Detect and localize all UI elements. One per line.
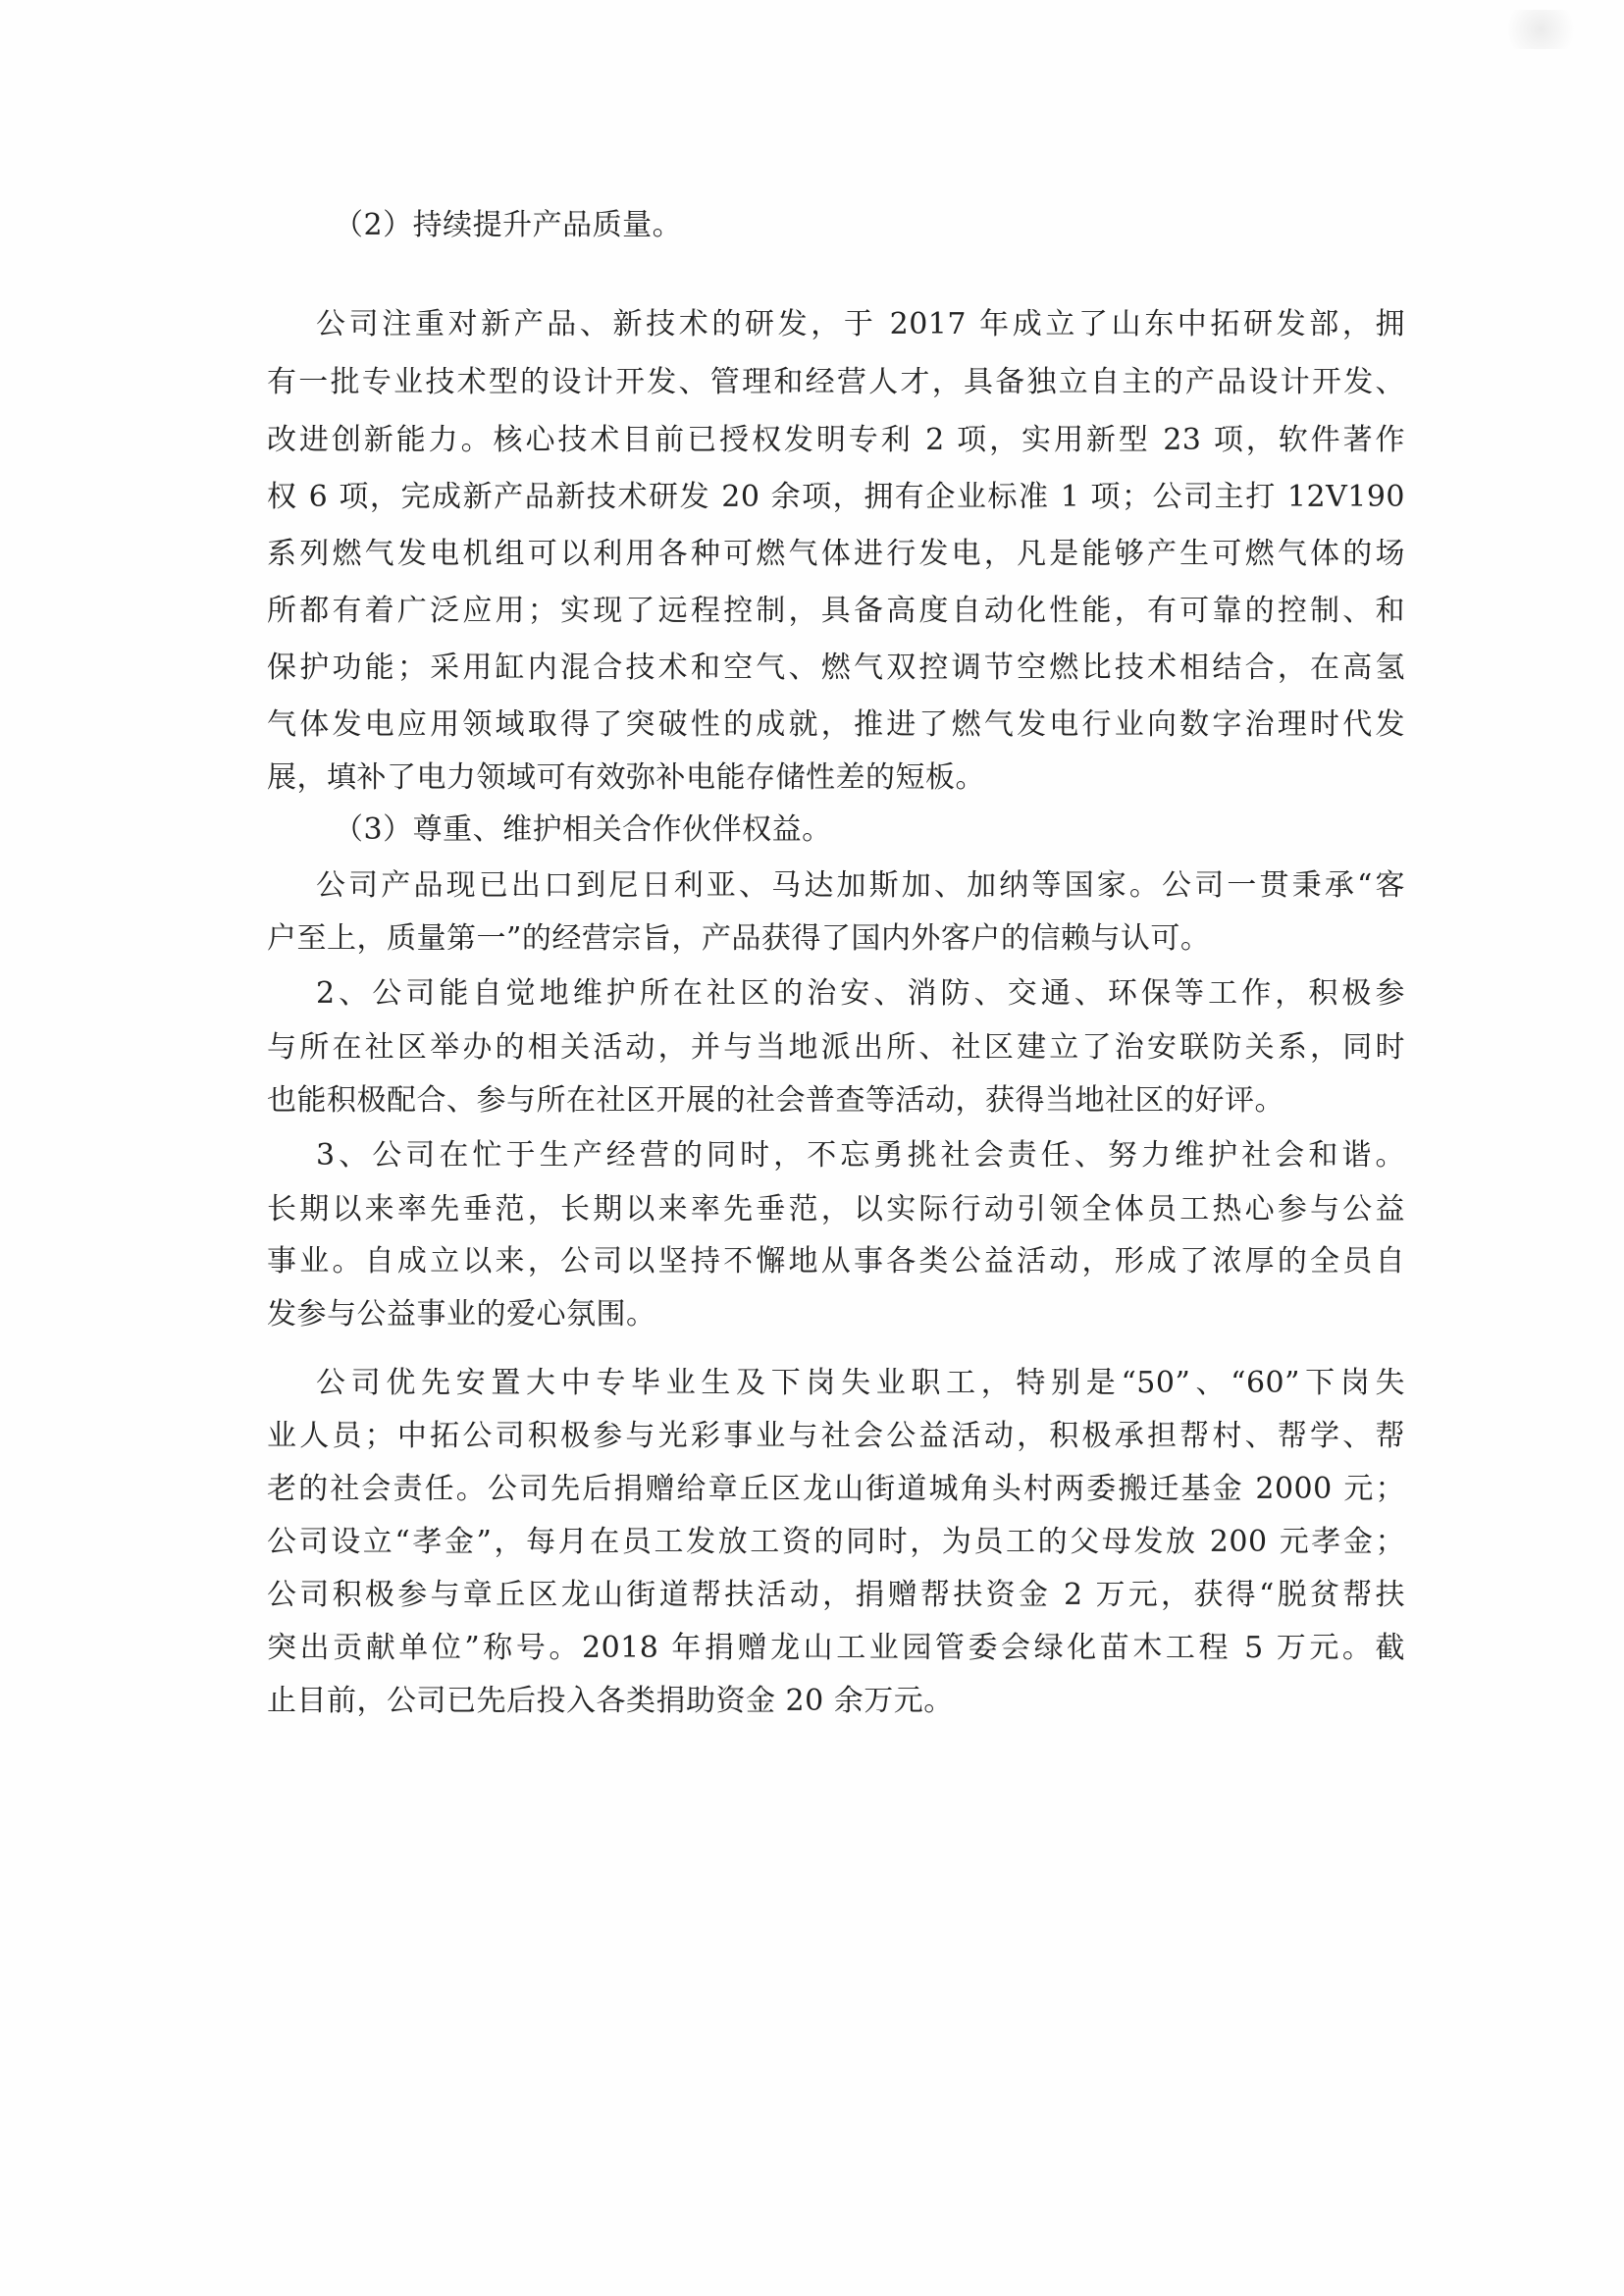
paragraph-line: 公司产品现已出口到尼日利亚、马达加斯加、加纳等国家。公司一贯秉承“客 xyxy=(316,868,1405,903)
paragraph-line: 展，填补了电力领域可有效弥补电能存储性差的短板。 xyxy=(267,760,985,795)
section-heading-3: （3）尊重、维护相关合作伙伴权益。 xyxy=(334,812,832,847)
paragraph-line: 改进创新能力。核心技术目前已授权发明专利 2 项，实用新型 23 项，软件著作 xyxy=(267,423,1405,457)
paragraph-line: 业人员；中拓公司积极参与光彩事业与社会公益活动，积极承担帮村、帮学、帮 xyxy=(267,1419,1405,1453)
paragraph-line: 3、公司在忙于生产经营的同时，不忘勇挑社会责任、努力维护社会和谐。 xyxy=(316,1138,1405,1173)
paragraph-line: 有一批专业技术型的设计开发、管理和经营人才，具备独立自主的产品设计开发、 xyxy=(267,365,1405,399)
paragraph-line: 保护功能；采用缸内混合技术和空气、燃气双控调节空燃比技术相结合，在高氢 xyxy=(267,651,1405,685)
paragraph-line: 公司积极参与章丘区龙山街道帮扶活动，捐赠帮扶资金 2 万元，获得“脱贫帮扶 xyxy=(267,1578,1405,1612)
paragraph-line: 气体发电应用领域取得了突破性的成就，推进了燃气发电行业向数字治理时代发 xyxy=(267,707,1405,742)
paragraph-line: 老的社会责任。公司先后捐赠给章丘区龙山街道城角头村两委搬迁基金 2000 元； xyxy=(267,1472,1405,1506)
paragraph-line: 2、公司能自觉地维护所在社区的治安、消防、交通、环保等工作，积极参 xyxy=(316,976,1405,1011)
section-heading-2: （2）持续提升产品质量。 xyxy=(334,208,683,242)
paragraph-line: 公司优先安置大中专毕业生及下岗失业职工，特别是“50”、“60”下岗失 xyxy=(316,1366,1405,1400)
paragraph-line: 与所在社区举办的相关活动，并与当地派出所、社区建立了治安联防关系，同时 xyxy=(267,1030,1405,1065)
paragraph-line: 也能积极配合、参与所在社区开展的社会普查等活动，获得当地社区的好评。 xyxy=(267,1083,1284,1118)
paragraph-line: 公司注重对新产品、新技术的研发，于 2017 年成立了山东中拓研发部，拥 xyxy=(316,307,1405,341)
paragraph-line: 事业。自成立以来，公司以坚持不懈地从事各类公益活动，形成了浓厚的全员自 xyxy=(267,1244,1405,1278)
paragraph-line: 系列燃气发电机组可以利用各种可燃气体进行发电，凡是能够产生可燃气体的场 xyxy=(267,537,1405,571)
paragraph-line: 长期以来率先垂范，长期以来率先垂范，以实际行动引领全体员工热心参与公益 xyxy=(267,1192,1405,1226)
paragraph-line: 突出贡献单位”称号。2018 年捐赠龙山工业园管委会绿化苗木工程 5 万元。截 xyxy=(267,1631,1405,1665)
paragraph-line: 公司设立“孝金”，每月在员工发放工资的同时，为员工的父母发放 200 元孝金； xyxy=(267,1525,1405,1559)
paragraph-line: 止目前，公司已先后投入各类捐助资金 20 余万元。 xyxy=(267,1684,954,1718)
paragraph-line: 所都有着广泛应用；实现了远程控制，具备高度自动化性能，有可靠的控制、和 xyxy=(267,594,1405,628)
paragraph-line: 发参与公益事业的爱心氛围。 xyxy=(267,1297,656,1331)
paragraph-line: 户至上，质量第一”的经营宗旨，产品获得了国内外客户的信赖与认可。 xyxy=(267,921,1211,956)
scan-artifact xyxy=(1496,10,1585,49)
paragraph-line: 权 6 项，完成新产品新技术研发 20 余项，拥有企业标准 1 项；公司主打 12V190 xyxy=(267,480,1405,514)
